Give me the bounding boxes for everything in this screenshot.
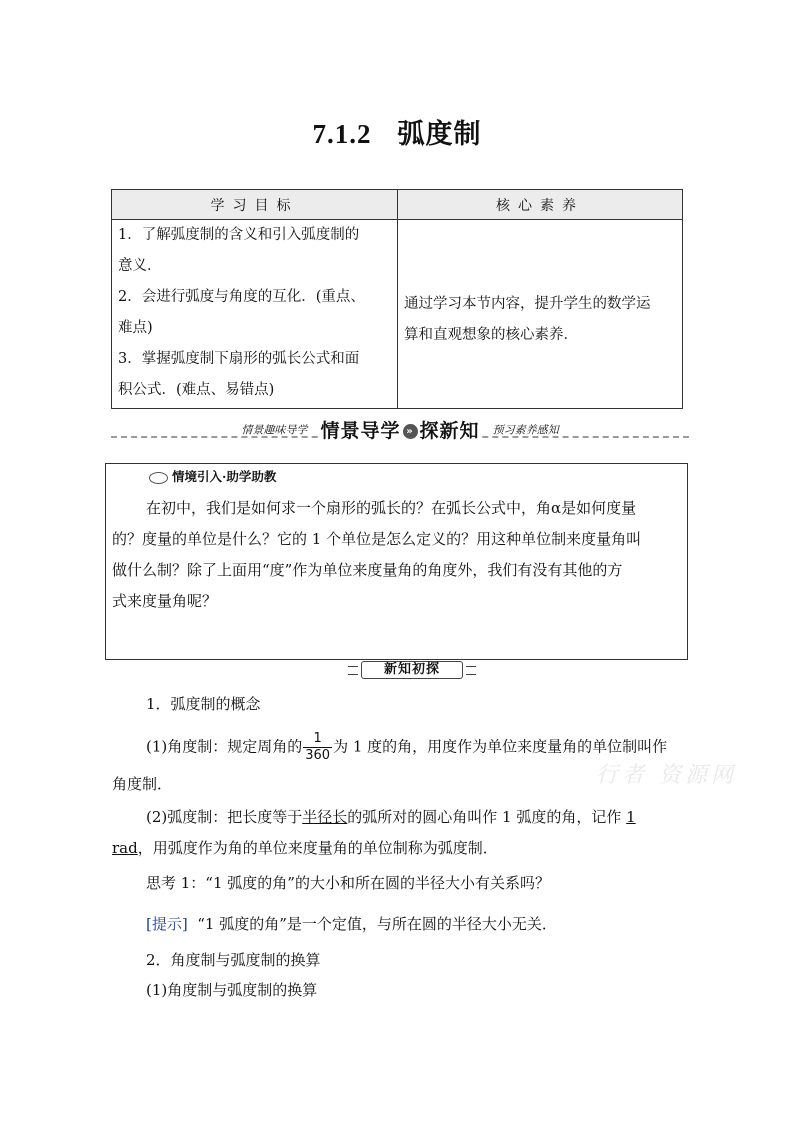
situation-label-text: 情境引入·助学助教	[172, 469, 277, 484]
goals-table	[111, 189, 683, 409]
eye-icon	[149, 472, 168, 484]
think-question: 思考 1：“1 弧度的角”的大小和所在圆的半径大小有关系吗？	[146, 874, 550, 892]
new-knowledge-label: 新知初探	[361, 661, 463, 679]
literacy-line: 通过学习本节内容，提升学生的数学运	[404, 296, 651, 312]
banner-main-left: 情景导学	[320, 420, 401, 442]
paragraph-radian-system	[146, 806, 636, 827]
underlined-answer: rad	[112, 839, 138, 857]
section-number: 7.1.2	[312, 119, 372, 149]
page-title	[0, 112, 794, 151]
hint-label: [提示]	[146, 915, 188, 933]
underlined-answer: 半径长	[302, 808, 348, 826]
situation-text	[112, 493, 684, 617]
header-literacy: 核心素养	[398, 190, 683, 220]
goal-line: 1．了解弧度制的含义和引入弧度制的	[118, 227, 360, 243]
fraction-numerator: 1	[303, 731, 332, 748]
situation-label	[149, 467, 276, 485]
section-1-title: 1．弧度制的概念	[146, 695, 261, 713]
text-run: (2)弧度制：把长度等于	[146, 808, 303, 826]
header-goals: 学习目标	[112, 190, 398, 220]
section-banner	[111, 416, 689, 440]
section-title: 弧度制	[397, 119, 482, 150]
banner-main	[318, 420, 481, 442]
paragraph-angle-system-end: 角度制．	[112, 775, 173, 793]
text-run: 为 1 度的角，用度作为单位来度量角的单位制叫作	[333, 737, 668, 756]
paragraph-angle-system	[146, 731, 667, 764]
text-run: 的弧所对的圆心角叫作 1 弧度的角，记作	[347, 808, 627, 826]
underlined-answer: 1	[626, 808, 636, 826]
section-2-subtitle: (1)角度制与弧度制的换算	[146, 981, 318, 999]
situation-line: 在初中，我们是如何求一个扇形的弧长的？在弧长公式中，角α是如何度量	[146, 499, 637, 517]
paragraph-radian-system-end	[112, 837, 498, 858]
text-run: ，用弧度作为角的单位来度量角的单位制称为弧度制．	[137, 839, 498, 857]
goal-line: 意义．	[118, 258, 162, 274]
section-2-title: 2．角度制与弧度制的换算	[146, 951, 321, 969]
situation-line: 式来度量角呢？	[112, 592, 218, 610]
goal-line: 难点)	[118, 320, 153, 336]
goals-cell	[112, 220, 398, 409]
literacy-line: 算和直观想象的核心素养．	[404, 327, 578, 343]
hint-line	[146, 913, 557, 934]
fraction-denominator: 360	[305, 748, 331, 763]
situation-line: 的？度量的单位是什么？它的 1 个单位是怎么定义的？用这种单位制来度量角叫	[112, 530, 642, 548]
hint-text: “1 弧度的角”是一个定值，与所在圆的半径大小无关．	[197, 915, 557, 933]
goal-line: 2．会进行弧度与角度的互化．(重点、	[118, 289, 365, 305]
text-run: (1)角度制：规定周角的	[146, 737, 303, 756]
situation-line: 做什么制？除了上面用“度”作为单位来度量角的角度外，我们有没有其他的方	[112, 561, 623, 579]
literacy-cell	[398, 220, 683, 409]
banner-main-right: 探新知	[419, 420, 480, 442]
banner-left-caption: 情景趣味导学	[241, 423, 308, 437]
fraction	[303, 731, 332, 764]
watermark: 行者 资源网	[596, 763, 737, 788]
arrow-right-icon: »	[403, 424, 418, 439]
banner-right-caption: 预习素养感知	[492, 423, 559, 437]
goal-line: 3．掌握弧度制下扇形的弧长公式和面	[118, 351, 360, 367]
goal-line: 积公式．(难点、易错点)	[118, 382, 275, 398]
